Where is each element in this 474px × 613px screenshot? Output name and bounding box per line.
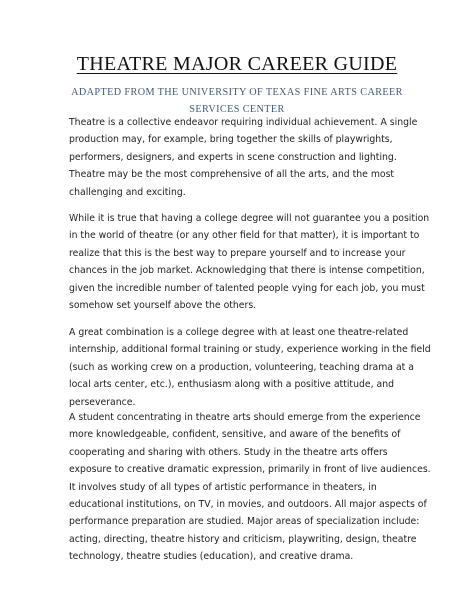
document-subtitle [70,84,404,118]
text-line: performers, designers, and experts in scene construction and lighting. [69,151,397,163]
text-line: challenging and exciting. [69,186,186,198]
text-line: production may, for example, bring together the skills of playwrights, [69,134,393,146]
text-line: exposure to creative dramatic expression, primarily in front of live audiences. [69,464,431,476]
subtitle-line: SERVICES CENTER [189,104,285,115]
paragraph-student [69,409,431,566]
document-title: THEATRE MAJOR CAREER GUIDE [76,53,398,75]
text-line: It involves study of all types of artistic performance in theaters, in [69,481,377,493]
text-line: educational institutions, on TV, in movies, and outdoors. All major aspects of [69,499,427,511]
text-line: more knowledgeable, confident, sensitive, and aware of the benefits of [69,429,401,441]
text-line: perseverance. [69,396,136,408]
text-line: local arts center, etc.), enthusiasm along with a positive attitude, and [69,379,394,391]
text-line: realize that this is the best way to prepare yourself and to increase your [69,247,406,259]
paragraph-combination [69,324,431,411]
text-line: A student concentrating in theatre arts should emerge from the experience [69,412,421,423]
text-line: Theatre is a collective endeavor requiring individual achievement. A single [69,117,418,128]
text-line: While it is true that having a college degree will not guarantee you a position [69,213,430,224]
text-line: performance preparation are studied. Major areas of specialization include: [69,516,420,528]
paragraph-intro [69,114,418,201]
text-line: somehow set yourself above the others. [69,300,257,312]
text-line: given the incredible number of talented people vying for each job, you must [69,282,425,294]
text-line: technology, theatre studies (education), and creative drama. [69,551,354,563]
paragraph-college-degree [69,210,430,314]
text-line: (such as working crew on a production, volunteering, teaching drama at a [69,361,414,373]
text-line: chances in the job market. Acknowledging that there is intense competition, [69,265,425,277]
text-line: A great combination is a college degree with at least one theatre-related [69,327,409,338]
text-line: in the world of theatre (or any other field for that matter), it is important to [69,230,420,242]
text-line: Theatre may be the most comprehensive of all the arts, and the most [69,169,395,181]
text-line: cooperating and sharing with others. Study in the theatre arts offers [69,446,388,458]
subtitle-line: ADAPTED FROM THE UNIVERSITY OF TEXAS FINE ARTS CAREER [71,87,403,98]
text-line: acting, directing, theatre history and criticism, playwriting, design, theatre [69,533,417,545]
text-line: internship, additional formal training or study, experience working in the field [69,344,431,356]
